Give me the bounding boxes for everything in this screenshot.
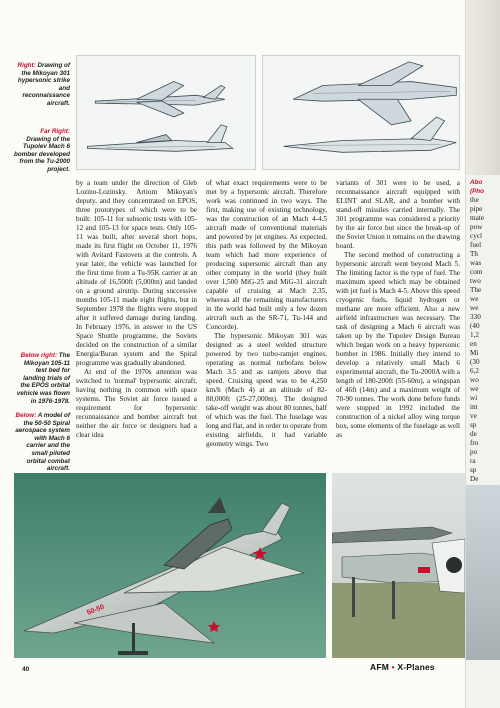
edge-line: Th (470, 250, 478, 258)
edge-line: we (470, 385, 479, 393)
edge-line: (40 (470, 322, 480, 330)
caption-below-right: Below right: The Mikoyan 105-11 test bed for landing trials of the EPOS orbital vehicle was flown in 1976-1978. (16, 352, 70, 405)
article-column-2: of what exact requirements were to be met by a hypersonic aircraft. Therefore work was continued in two ways. The first, making use of existing technology, was the construction of an Mach 4-4.5 aircraft made of conventional materials and powered by jet engines. As expected, this path was followed by the Mikoyan team which had more experience of producing supersonic aircraft than any other company in the world (they built over 1,500 MiG-25 and MiG-31 aircraft capable of cruising at Mach 2.35, whereas all the remaining manufacturers in the world had built only a few dozen aircraft such as the SR-71, Tu-144 and Concorde). The hypersonic Mikoyan 301 was designed as a steel welded structure powered by two turbo-ramjet engines, operating as normal turbofans below Mach 3.5 and as ramjets above that speed. Cruising speed was to be 4,250 km/h (Mach 4) at an altitude of 82-88,000ft (25-27,000m). The designed take-off weight was about 80 tonnes, half of which was the fuel. The fuselage was long and flat, and in order to operate from existing airfields, it had variable geometry wings. Two (206, 179, 327, 448)
edge-line: fuel (470, 241, 482, 249)
edge-line: ve (470, 412, 477, 420)
edge-line: The (470, 286, 482, 294)
edge-line: de (470, 430, 477, 438)
mikoyan-105-11-svg (332, 473, 465, 658)
tupolev-mach6-drawing (262, 55, 460, 170)
mikoyan-301-svg (77, 56, 255, 169)
caption-right: Right: Drawing of the Mikoyan 301 hypersonic strike and reconnaissance aircraft. (17, 62, 70, 107)
article-column-3: variants of 301 were to be used, a reconnaissance aircraft equipped with ELINT and SLAR, and a bomber with stand-off missiles carried internally. The 301 programme was considered a priority by the air force but since the break-up of the Soviet Union it remains on the drawing board. The second method of constructing a hypersonic aircraft went beyond Mach 5. The limiting factor is the type of fuel. The maximum speed which may be obtained with jet fuel is Mach 4-5. Above this speed cryogenic fuels, liquid hydrogen or methane are more efficient. Also a new airfield infrastructure was necessary. The task of designing a Mach 6 aircraft was taken up by the Tupolev Design Bureau which began work on a heavy hypersonic bomber in 1986. Initially they intend to develop a relatively small Mach 6 experimental aircraft, the Tu-2000A with a length of 180-200ft (55-60m), a wingspan of 46ft (14m) and a maximum weight of 70-90 tonnes. The work done before funds were stopped in 1992 included the construction of a nickel alloy wing torque box, some elements of the fuselage as well as (336, 179, 460, 439)
edge-line: we (470, 295, 479, 303)
edge-line: wi (470, 394, 478, 402)
edge-line: cycl (470, 232, 482, 240)
caption-below: Below: A model of the 50-50 Spiral aerospace system with Mach 6 carrier and the small piloted orbital combat aircraft. (15, 412, 70, 473)
mikoyan-105-11-photo (332, 473, 465, 658)
next-page-edge (465, 0, 500, 708)
next-page-illustration-edge (466, 0, 500, 175)
edge-line: mate (470, 214, 484, 222)
edge-line: two (470, 277, 481, 285)
edge-line: int (470, 403, 478, 411)
spiral-model-photo (14, 473, 326, 658)
edge-line: com (470, 268, 483, 276)
edge-line: ra (470, 457, 476, 465)
next-page-photo-edge (466, 485, 500, 660)
mikoyan-301-drawing (76, 55, 256, 170)
edge-line: we (470, 304, 479, 312)
edge-line: 6,2 (470, 367, 479, 375)
model-code-label: 50-50 (86, 603, 106, 617)
edge-line: 330 (470, 313, 481, 321)
edge-line: en (470, 340, 477, 348)
edge-line: 1,2 (470, 331, 479, 339)
edge-line: Abo (470, 179, 483, 186)
next-page-text-fragments (470, 178, 500, 484)
edge-line: po (470, 448, 478, 456)
spiral-model-svg (14, 473, 326, 658)
edge-line: pipe (470, 205, 483, 213)
tupolev-mach6-svg (263, 56, 459, 169)
edge-line: pow (470, 223, 483, 231)
caption-far-right: Far Right: Drawing of the Tupolev Mach 6 bomber developed from the Tu-2000 project. (14, 128, 70, 173)
edge-line: sp (470, 421, 477, 429)
edge-line: (30 (470, 358, 480, 366)
page-number: 40 (22, 666, 30, 673)
edge-line: Mi (470, 349, 479, 357)
edge-line: the (470, 196, 479, 204)
edge-line: sp (470, 466, 477, 474)
edge-line: De (470, 475, 479, 483)
edge-line: was (470, 259, 482, 267)
edge-line: (Pho (470, 188, 484, 195)
footer-brand: AFM • X-Planes (370, 662, 435, 672)
article-column-1: by a team under the direction of Gleb Lozino-Lozinsky. Artiom Mikoyan's deputy, and they concentrated on EPOS, three prototypes of which were to be built: 105-11 for subsonic tests with 105-12 and 105-13 for space tests. Only 105-11 was built, after several short hops, made its first flight on October 11, 1976 with Avitard Fastovets at the controls. A year later, the vehicle was launched for the first time from a Tu-95K carrier at an altitude of 16,500ft (5,000m) and landed on a ground airstrip. During successive months 105-11 made eight flights, but in September 1978 the flights were stopped after it suffered damage during landing. In February 1976, in answer to the US Space Shuttle programme, the Soviets decided on the construction of a similar Energia/Buran system and the Spiral programme was gradually abandoned. At end of the 1970s attention was switched to 'normal' hypersonic aircraft, having nothing in common with space systems. The Soviet air force issued a requirement for hypersonic reconnaissance and bomber aircraft but neither the air force or designers had a clear idea (76, 179, 197, 439)
edge-line: wo (470, 376, 479, 384)
edge-line: fro (470, 439, 479, 447)
